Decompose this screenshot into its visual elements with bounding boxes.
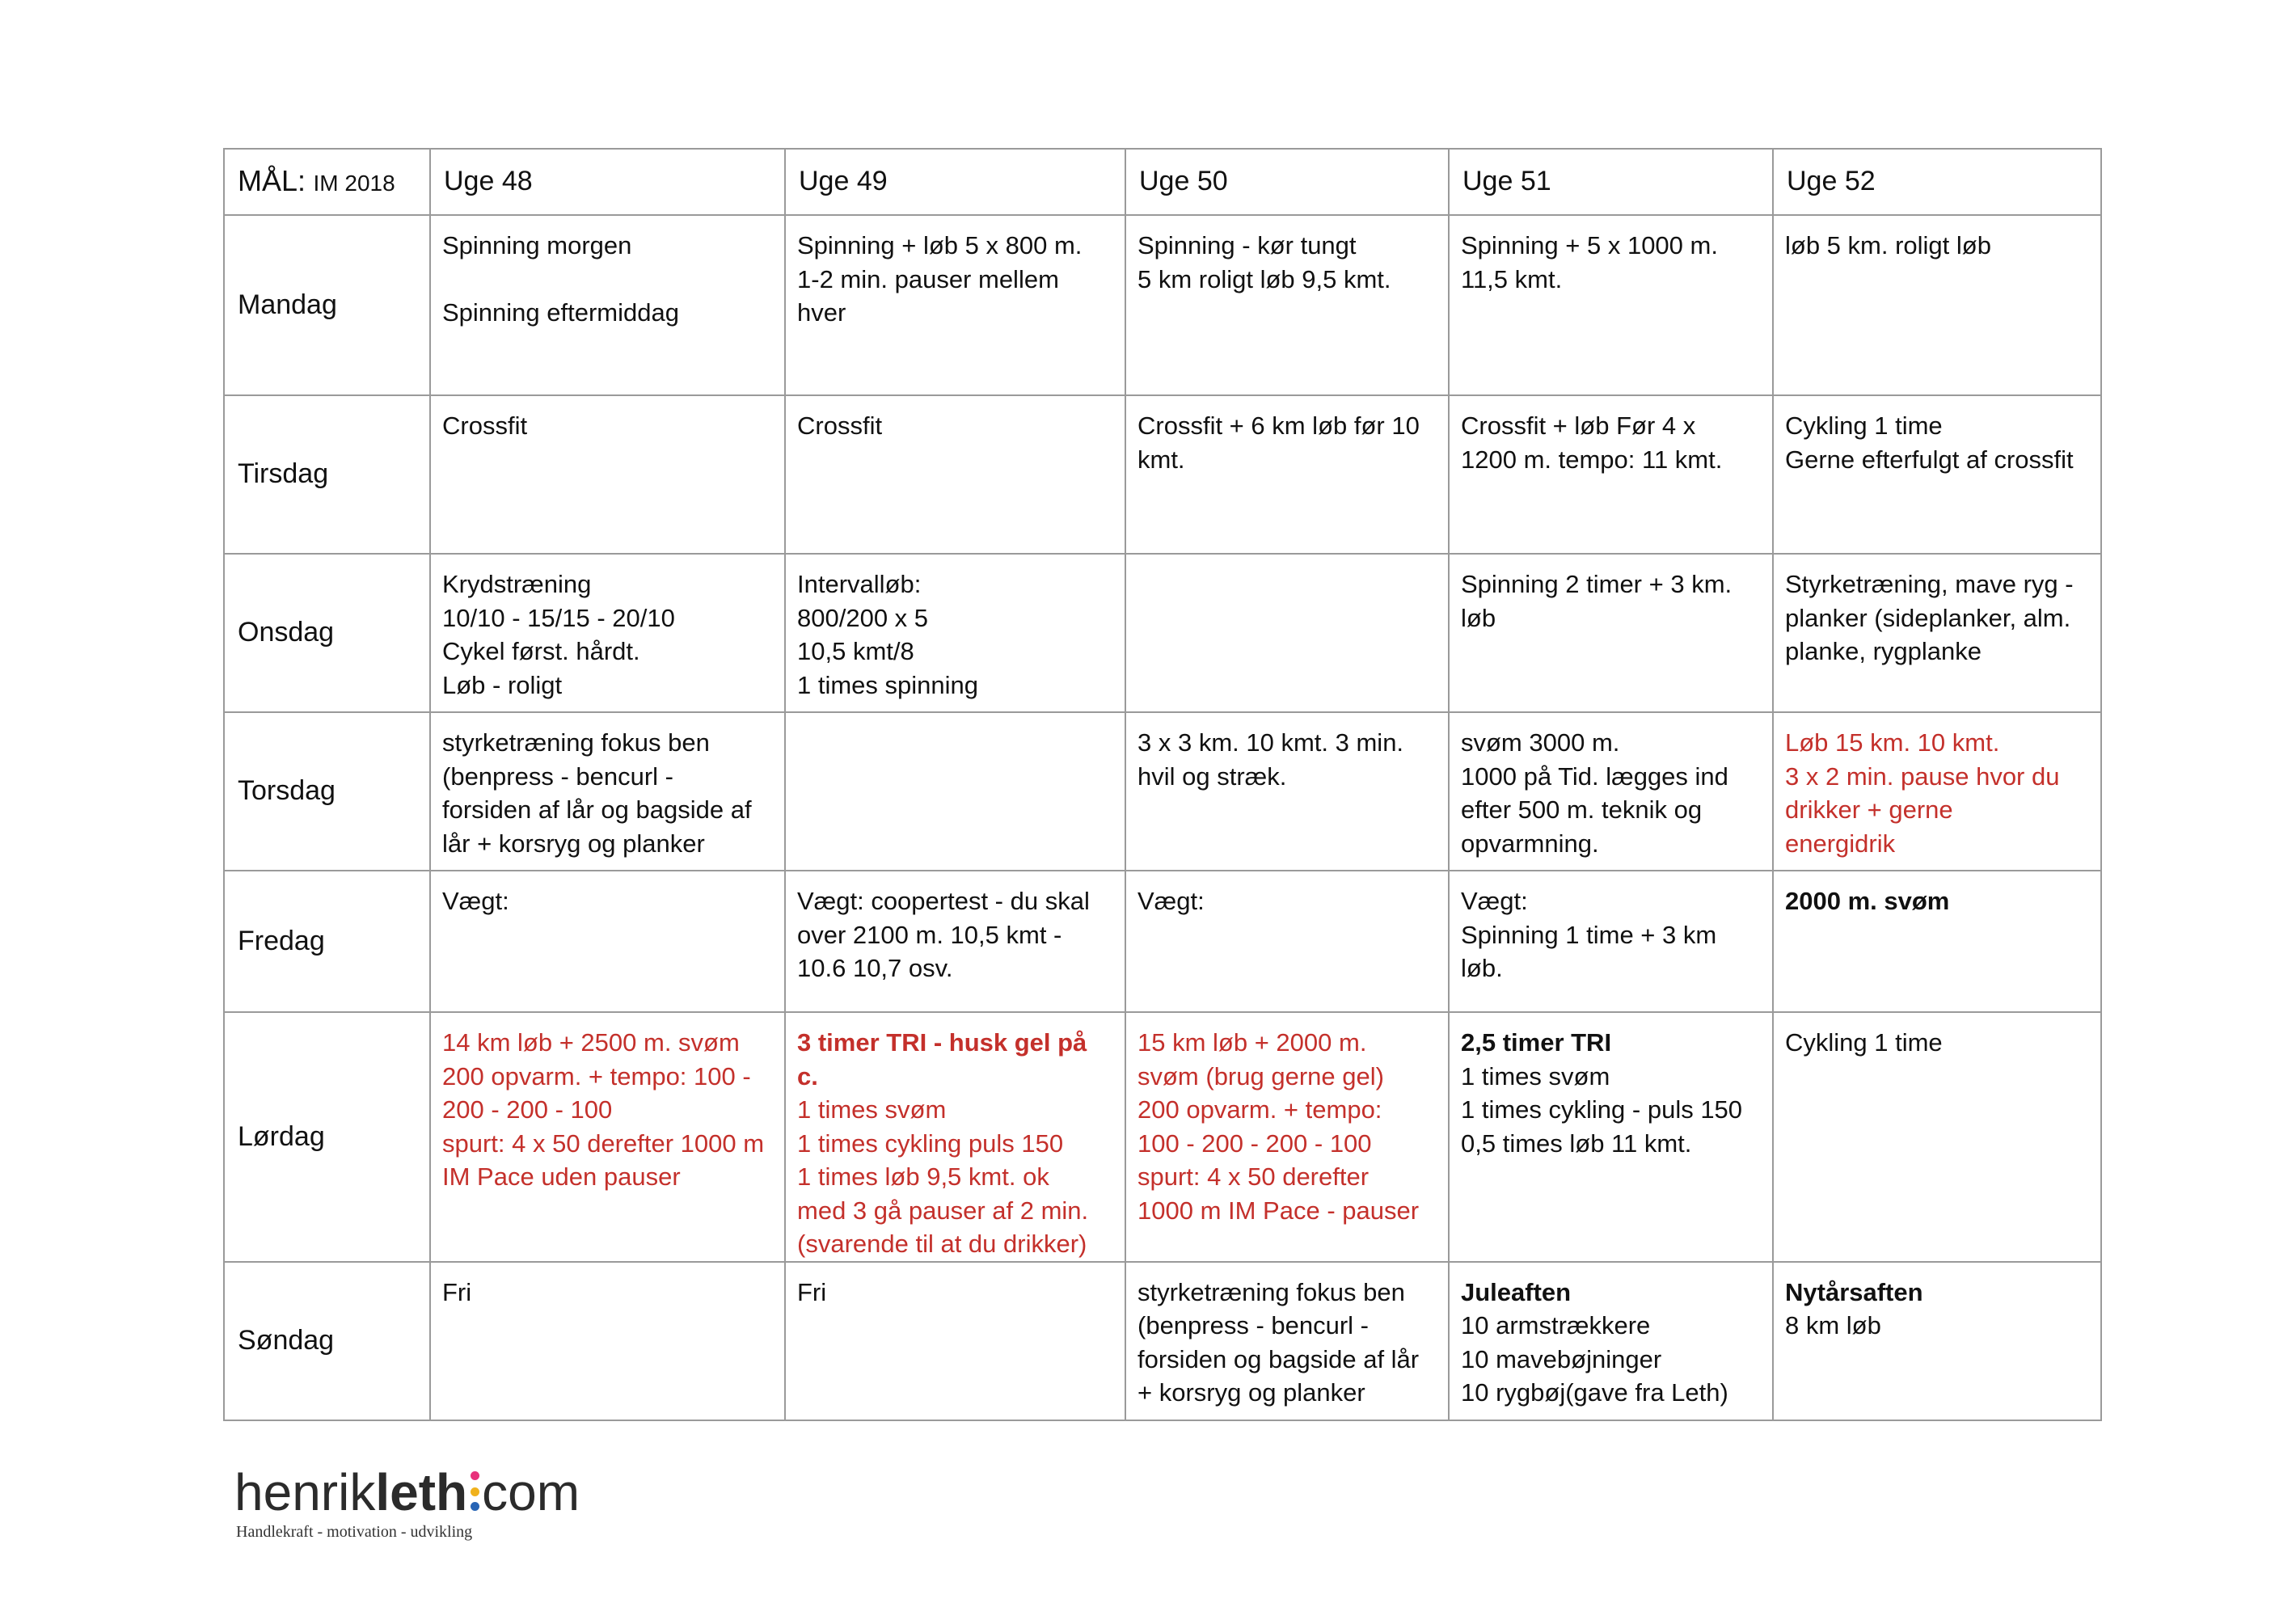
workout-line: Spinning morgen [442, 231, 632, 259]
workout-line: Vægt: [442, 887, 509, 915]
logo-part-com: com [482, 1463, 580, 1521]
workout-cell [1125, 215, 1449, 395]
day-label: Torsdag [224, 712, 430, 871]
workout-line: planker (sideplanker, alm. [1785, 603, 2071, 632]
workout-line: Vægt: coopertest - du skal [797, 887, 1090, 915]
workout-line [442, 263, 773, 297]
workout-line: Styrketræning, mave ryg - [1785, 570, 2074, 598]
workout-cell [1449, 1012, 1773, 1262]
workout-line: 800/200 x 5 [797, 603, 929, 632]
workout-line: Løb 15 km. 10 kmt. [1785, 728, 2000, 757]
workout-cell [430, 1012, 785, 1262]
day-row-fredag [224, 871, 2101, 1012]
header-row [224, 149, 2101, 215]
workout-line: lår + korsryg og planker [442, 829, 705, 858]
day-label: Søndag [224, 1262, 430, 1420]
workout-line: svøm (brug gerne gel) [1137, 1061, 1384, 1091]
workout-line: Cykel først. hårdt. [442, 637, 640, 665]
workout-line: Juleaften [1461, 1277, 1572, 1306]
workout-cell [1125, 1262, 1449, 1420]
workout-cell [1125, 871, 1449, 1012]
week-header: Uge 49 [785, 149, 1125, 215]
workout-line: 1 times cykling puls 150 [797, 1129, 1064, 1158]
workout-line: Fri [797, 1277, 827, 1306]
week-header: Uge 48 [430, 149, 785, 215]
workout-cell [1449, 871, 1773, 1012]
workout-cell [785, 712, 1125, 871]
workout-line: Vægt: [1137, 887, 1205, 915]
day-label: Onsdag [224, 554, 430, 712]
workout-line: Cykling 1 time [1785, 1028, 1943, 1057]
workout-line: Spinning - kør tungt [1137, 231, 1357, 259]
workout-line: (benpress - bencurl - [442, 761, 674, 791]
workout-line: planke, rygplanke [1785, 637, 1982, 665]
workout-cell [1125, 395, 1449, 554]
workout-line: 10,5 kmt/8 [797, 637, 914, 665]
workout-cell [1125, 554, 1449, 712]
workout-line: Crossfit [442, 411, 528, 440]
workout-line: 10 armstrækkere [1461, 1311, 1651, 1339]
workout-line: + korsryg og planker [1137, 1378, 1365, 1407]
day-label: Lørdag [224, 1012, 430, 1262]
workout-line: Gerne efterfulgt af crossfit [1785, 445, 2074, 474]
workout-cell [430, 1262, 785, 1420]
day-label: Fredag [224, 871, 430, 1012]
workout-line: hvil og stræk. [1137, 761, 1287, 791]
workout-line: efter 500 m. teknik og [1461, 795, 1703, 824]
workout-line: Spinning 2 timer + 3 km. [1461, 570, 1733, 598]
workout-line: 1000 m IM Pace - pauser [1137, 1196, 1420, 1225]
workout-line: Crossfit + løb Før 4 x [1461, 411, 1696, 440]
workout-cell [785, 395, 1125, 554]
workout-line: 10 mavebøjninger [1461, 1344, 1662, 1373]
workout-cell [1125, 1012, 1449, 1262]
day-row-torsdag [224, 712, 2101, 871]
workout-line: Nytårsaften [1785, 1277, 1923, 1306]
workout-line: med 3 gå pauser af 2 min. [797, 1196, 1089, 1225]
day-row-mandag [224, 215, 2101, 395]
workout-line: 3 timer TRI - husk gel på c. [797, 1028, 1094, 1091]
workout-line: forsiden af lår og bagside af [442, 795, 752, 824]
workout-line: styrketræning fokus ben [442, 728, 710, 757]
workout-line: 1-2 min. pauser mellem [797, 264, 1059, 293]
workout-line: Krydstræning [442, 570, 592, 598]
workout-line: 1 times svøm [1461, 1061, 1610, 1091]
week-header: Uge 50 [1125, 149, 1449, 215]
logo-tagline: Handlekraft - motivation - udvikling [236, 1523, 473, 1541]
workout-line: 2,5 timer TRI [1461, 1028, 1612, 1057]
logo-wordmark [234, 1463, 580, 1521]
workout-line: Fri [442, 1277, 472, 1306]
workout-cell [1773, 1262, 2101, 1420]
workout-cell [430, 215, 785, 395]
workout-line: løb [1461, 603, 1496, 632]
workout-line: løb 5 km. roligt løb [1785, 231, 1991, 259]
workout-line: spurt: 4 x 50 derefter [1137, 1162, 1370, 1191]
workout-line: 10.6 10,7 osv. [797, 954, 953, 982]
workout-line: opvarmning. [1461, 829, 1599, 858]
week-header: Uge 52 [1773, 149, 2101, 215]
workout-line: styrketræning fokus ben [1137, 1277, 1405, 1306]
workout-line: Vægt: [1461, 887, 1528, 915]
workout-line: Spinning eftermiddag [442, 298, 679, 327]
workout-line: over 2100 m. 10,5 kmt - [797, 920, 1062, 949]
workout-line: Crossfit [797, 411, 883, 440]
workout-cell [1773, 1012, 2101, 1262]
workout-line: Spinning + løb 5 x 800 m. [797, 231, 1083, 259]
week-header: Uge 51 [1449, 149, 1773, 215]
workout-line: 10/10 - 15/15 - 20/10 [442, 603, 675, 632]
workout-line: 200 opvarm. + tempo: 100 - [442, 1061, 751, 1091]
workout-line: 1200 m. tempo: 11 kmt. [1461, 445, 1723, 474]
workout-cell [430, 395, 785, 554]
workout-cell [1773, 395, 2101, 554]
workout-cell [1449, 554, 1773, 712]
workout-line: 3 x 2 min. pause hvor du [1785, 761, 2060, 791]
workout-line: 2000 m. svøm [1785, 887, 1950, 915]
workout-line: løb. [1461, 954, 1503, 982]
workout-line: 5 km roligt løb 9,5 kmt. [1137, 264, 1391, 293]
goal-label: MÅL: [238, 163, 306, 197]
workout-line: svøm 3000 m. [1461, 728, 1620, 757]
workout-cell [785, 1012, 1125, 1262]
workout-line: 200 - 200 - 100 [442, 1095, 613, 1124]
workout-cell [1449, 395, 1773, 554]
workout-line: 8 km løb [1785, 1311, 1881, 1339]
workout-cell [785, 1262, 1125, 1420]
day-label: Tirsdag [224, 395, 430, 554]
workout-line: energidrik [1785, 829, 1896, 858]
workout-line: 1 times cykling - puls 150 [1461, 1095, 1743, 1124]
workout-line: hver [797, 298, 846, 327]
workout-line: 10 rygbøj(gave fra Leth) [1461, 1378, 1728, 1407]
day-row-tirsdag [224, 395, 2101, 554]
workout-cell [1125, 712, 1449, 871]
workout-cell [430, 712, 785, 871]
workout-cell [1773, 554, 2101, 712]
workout-line: 1 times svøm [797, 1095, 947, 1124]
workout-cell [430, 554, 785, 712]
workout-line: 14 km løb + 2500 m. svøm [442, 1028, 740, 1057]
workout-line: 15 km løb + 2000 m. [1137, 1028, 1367, 1057]
henrikleth-logo [234, 1463, 580, 1542]
day-row-onsdag [224, 554, 2101, 712]
logo-dots-icon [468, 1470, 481, 1510]
workout-cell [1773, 871, 2101, 1012]
workout-line: 200 opvarm. + tempo: [1137, 1095, 1382, 1124]
logo-part-leth: leth [375, 1463, 468, 1521]
day-row-søndag [224, 1262, 2101, 1420]
workout-cell [1449, 712, 1773, 871]
workout-cell [430, 871, 785, 1012]
goal-value: IM 2018 [313, 170, 395, 196]
workout-line: Cykling 1 time [1785, 411, 1943, 440]
workout-line: Spinning 1 time + 3 km [1461, 920, 1717, 949]
workout-line: 1 times spinning [797, 670, 979, 699]
day-label: Mandag [224, 215, 430, 395]
workout-line: Løb - roligt [442, 670, 563, 699]
workout-line: 1 times løb 9,5 kmt. ok [797, 1162, 1049, 1191]
workout-line: Spinning + 5 x 1000 m. [1461, 231, 1718, 259]
workout-line: kmt. [1137, 445, 1185, 474]
workout-cell [1773, 712, 2101, 871]
workout-line: 3 x 3 km. 10 kmt. 3 min. [1137, 728, 1404, 757]
day-row-lørdag [224, 1012, 2101, 1262]
workout-line: Crossfit + 6 km løb før 10 [1137, 411, 1420, 440]
workout-line: (benpress - bencurl - [1137, 1311, 1370, 1339]
workout-line: 100 - 200 - 200 - 100 [1137, 1129, 1372, 1158]
workout-line: IM Pace uden pauser [442, 1162, 681, 1191]
training-plan-table [223, 148, 2102, 1421]
workout-line: (svarende til at du drikker) [797, 1230, 1087, 1258]
goal-cell [224, 149, 430, 215]
workout-line: drikker + gerne [1785, 795, 1953, 824]
workout-line: 1000 på Tid. lægges ind [1461, 761, 1728, 791]
workout-cell [785, 215, 1125, 395]
workout-line: forsiden og bagside af lår [1137, 1344, 1420, 1373]
workout-line: spurt: 4 x 50 derefter 1000 m [442, 1129, 765, 1158]
workout-cell [1449, 215, 1773, 395]
logo-part-henrik: henrik [234, 1463, 376, 1521]
workout-cell [1449, 1262, 1773, 1420]
workout-line: 11,5 kmt. [1461, 264, 1563, 293]
workout-cell [785, 554, 1125, 712]
workout-cell [785, 871, 1125, 1012]
workout-line: 0,5 times løb 11 kmt. [1461, 1129, 1692, 1158]
workout-cell [1773, 215, 2101, 395]
workout-line: Intervalløb: [797, 570, 922, 598]
